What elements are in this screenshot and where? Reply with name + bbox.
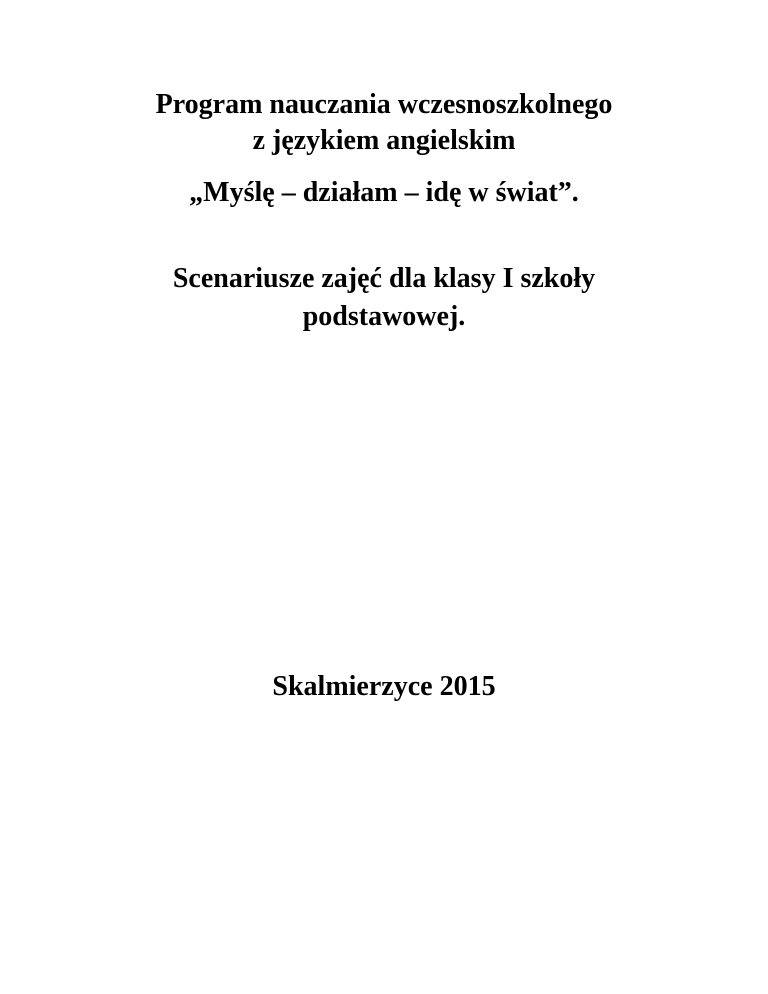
subtitle-line-1: Scenariusze zajęć dla klasy I szkoły — [172, 263, 596, 294]
place-and-year: Skalmierzyce 2015 — [272, 671, 496, 702]
motto: „Myślę – działam – idę w świat”. — [189, 177, 579, 208]
title-line-2: z językiem angielskim — [252, 125, 516, 156]
title-line-1: Program nauczania wczesnoszkolnego — [155, 89, 613, 120]
subtitle-line-2: podstawowej. — [302, 301, 466, 332]
